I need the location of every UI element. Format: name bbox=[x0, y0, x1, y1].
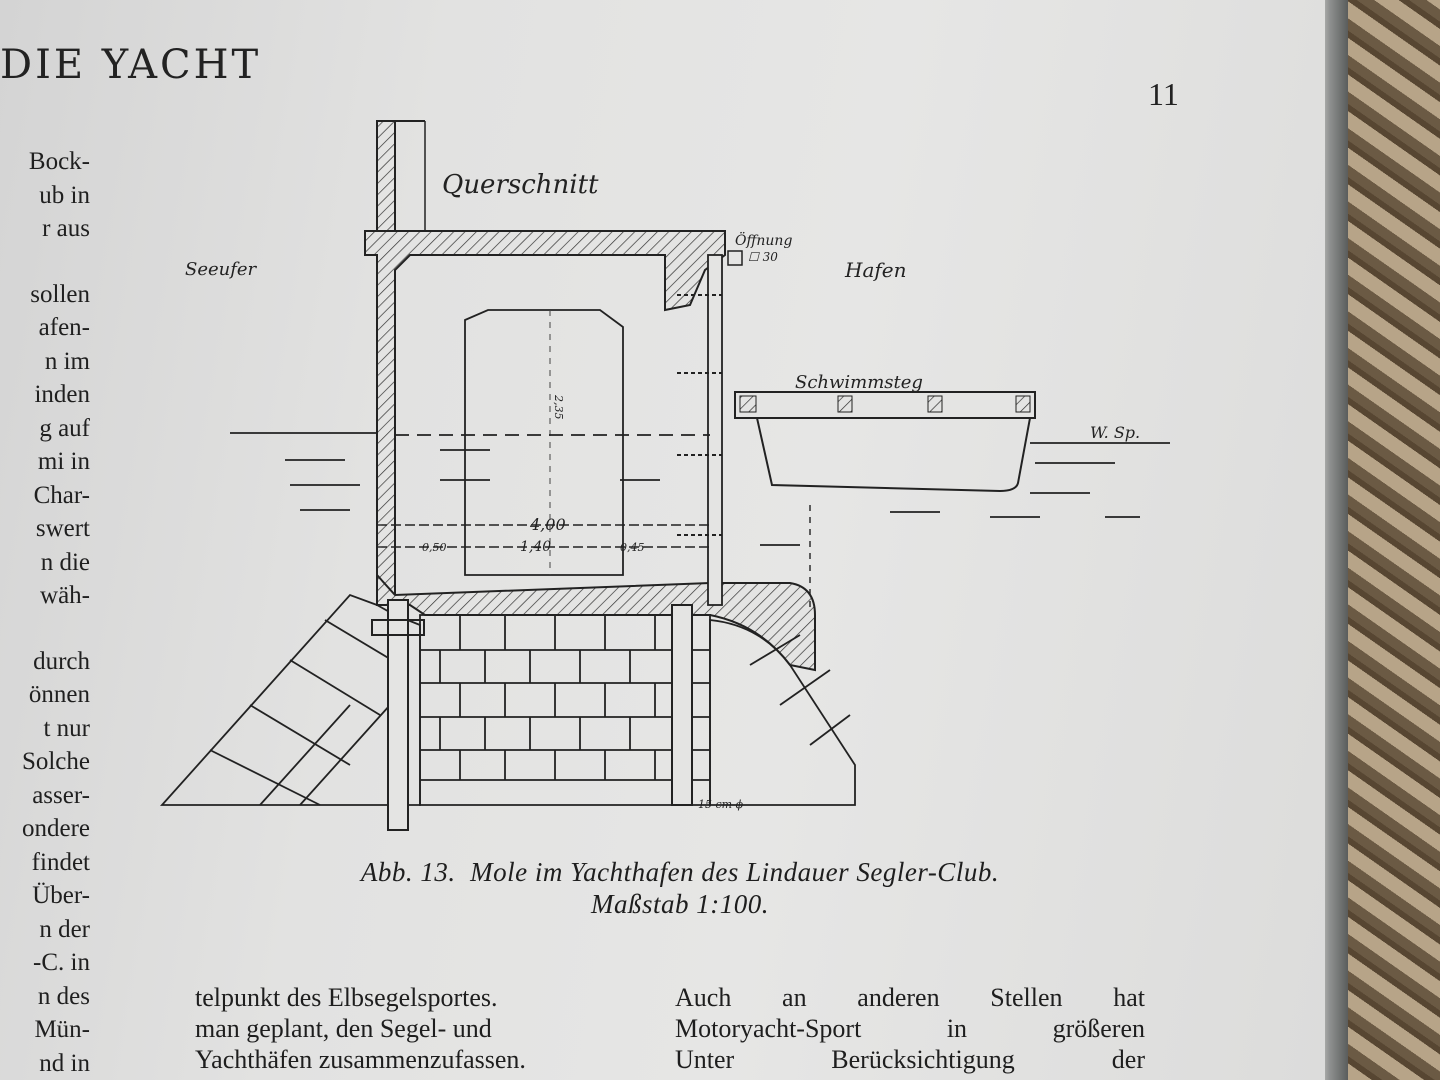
text-line: durch bbox=[33, 647, 90, 675]
label-width-a: 0,50 bbox=[422, 541, 447, 554]
running-header: DIE YACHT bbox=[0, 42, 262, 88]
figure-caption bbox=[230, 856, 1130, 920]
label-width-total: 4,00 bbox=[530, 515, 566, 534]
text-line: Solche bbox=[21, 748, 90, 775]
label-pontoon: Schwimmsteg bbox=[795, 372, 923, 393]
label-right-side: Hafen bbox=[845, 258, 907, 282]
body-line: Unter Berücksichtigung der bbox=[675, 1045, 1145, 1074]
text-line: n der bbox=[39, 915, 90, 943]
page-number: 11 bbox=[1148, 76, 1179, 112]
label-section: Querschnitt bbox=[442, 170, 599, 200]
text-line: swert bbox=[35, 515, 90, 542]
text-line: Char- bbox=[33, 481, 90, 509]
water-lines bbox=[230, 433, 1170, 545]
mole-cross-section-drawing bbox=[150, 105, 1200, 845]
text-line: Bock- bbox=[28, 148, 90, 175]
text-line: g auf bbox=[39, 414, 90, 442]
text-line: mi in bbox=[37, 448, 90, 475]
text-line: Mün- bbox=[34, 1016, 90, 1043]
text-line: sollen bbox=[30, 280, 90, 308]
text-line: önnen bbox=[28, 681, 90, 708]
body-line: telpunkt des Elbsegelsportes. bbox=[195, 983, 498, 1012]
left-column-text bbox=[0, 145, 90, 1080]
text-line: afen- bbox=[38, 314, 90, 341]
label-width-b: 1,40 bbox=[520, 539, 552, 555]
body-line: man geplant, den Segel- und bbox=[195, 1014, 492, 1043]
text-line: ub in bbox=[39, 181, 90, 209]
text-line: -C. in bbox=[33, 949, 90, 976]
text-line: n des bbox=[37, 982, 90, 1010]
caption-line-1: Abb. 13. Mole im Yachthafen des Lindauer Segler-Club. bbox=[360, 857, 1000, 887]
label-opening: Öffnung bbox=[735, 233, 793, 249]
caption-line-2: Maßstab 1:100. bbox=[591, 889, 769, 919]
body-line: Auch an anderen Stellen hat bbox=[675, 983, 1145, 1012]
text-line: ondere bbox=[21, 815, 90, 842]
text-line: r aus bbox=[42, 215, 90, 242]
label-pile: 15 cm ϕ bbox=[698, 798, 744, 811]
label-height: 2,35 bbox=[552, 395, 565, 420]
text-line: nd in bbox=[39, 1049, 90, 1077]
text-line: inden bbox=[34, 381, 90, 408]
text-line: asser- bbox=[32, 781, 90, 809]
body-line: Motoryacht-Sport in größeren bbox=[675, 1014, 1145, 1043]
text-line: wäh- bbox=[40, 582, 90, 609]
pontoon bbox=[735, 392, 1035, 491]
body-text bbox=[195, 982, 1155, 1075]
text-line: n im bbox=[44, 347, 90, 375]
text-line: n die bbox=[40, 548, 90, 576]
text-line: t nur bbox=[43, 714, 90, 742]
label-opening-size: ☐ 30 bbox=[748, 250, 778, 264]
label-width-c: 0,45 bbox=[620, 541, 645, 554]
body-line: Yachthäfen zusammenzufassen. bbox=[195, 1045, 526, 1074]
text-line: findet bbox=[31, 848, 90, 876]
text-line: Über- bbox=[32, 882, 90, 909]
label-water-level: W. Sp. bbox=[1090, 423, 1141, 442]
label-left-side: Seeufer bbox=[185, 259, 257, 280]
